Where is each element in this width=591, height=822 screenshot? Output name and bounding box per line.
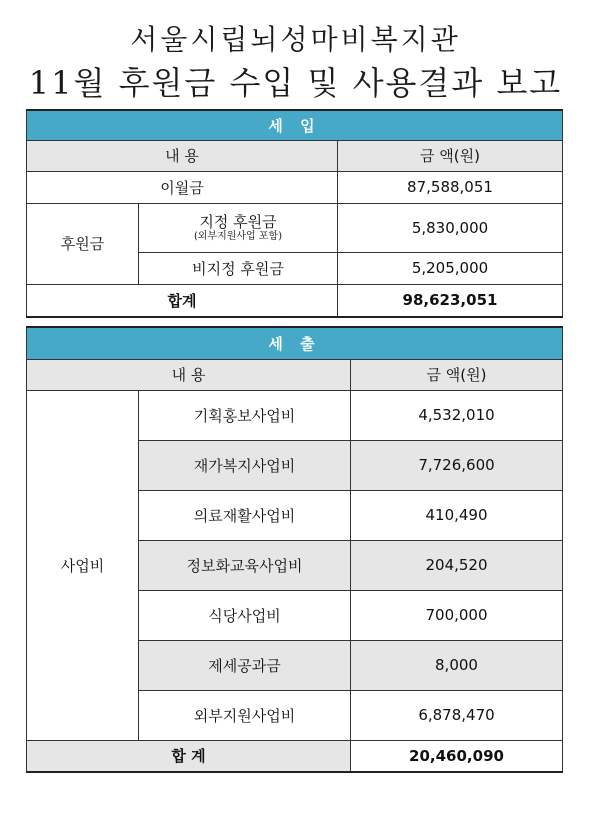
expense-header: 세 출 xyxy=(27,327,563,359)
expense-item-label: 의료재활사업비 xyxy=(139,490,351,540)
expense-total-amount: 20,460,090 xyxy=(351,740,563,772)
expense-total-label: 합 계 xyxy=(27,740,351,772)
designated-donation-note: (외부지원사업 포함) xyxy=(193,230,283,242)
carryover-label: 이월금 xyxy=(27,171,338,203)
expense-col-amount: 금 액(원) xyxy=(351,359,563,390)
income-col-content: 내 용 xyxy=(27,140,338,171)
income-table xyxy=(26,109,563,318)
expense-col-content: 내 용 xyxy=(27,359,351,390)
expense-item-amount: 6,878,470 xyxy=(351,690,563,740)
expense-item-label: 재가복지사업비 xyxy=(139,440,351,490)
expense-item-label: 기획홍보사업비 xyxy=(139,390,351,440)
expense-item-label: 정보화교육사업비 xyxy=(139,540,351,590)
income-total-amount: 98,623,051 xyxy=(338,284,563,317)
expense-table xyxy=(26,326,563,773)
expense-group-label: 사업비 xyxy=(27,390,139,740)
expense-item-label: 외부지원사업비 xyxy=(139,690,351,740)
expense-item-amount: 410,490 xyxy=(351,490,563,540)
expense-item-amount: 4,532,010 xyxy=(351,390,563,440)
report-title-main: 11월 후원금 수입 및 사용결과 보고 xyxy=(28,64,563,102)
expense-item-amount: 204,520 xyxy=(351,540,563,590)
expense-item-amount: 700,000 xyxy=(351,590,563,640)
designated-donation-label: 지정 후원금 xyxy=(199,212,277,231)
carryover-amount: 87,588,051 xyxy=(338,171,563,203)
undesignated-donation-amount: 5,205,000 xyxy=(338,252,563,284)
income-total-label: 합계 xyxy=(27,284,338,317)
designated-donation-amount: 5,830,000 xyxy=(338,203,563,252)
expense-item-amount: 8,000 xyxy=(351,640,563,690)
income-col-amount: 금 액(원) xyxy=(338,140,563,171)
report-title-org: 서울시립뇌성마비복지관 xyxy=(130,23,461,56)
income-header: 세 입 xyxy=(27,110,563,140)
expense-item-label: 제세공과금 xyxy=(139,640,351,690)
expense-item-label: 식당사업비 xyxy=(139,590,351,640)
donation-group-label: 후원금 xyxy=(27,203,139,284)
undesignated-donation-label: 비지정 후원금 xyxy=(139,252,338,284)
designated-donation-cell xyxy=(139,203,338,252)
expense-item-amount: 7,726,600 xyxy=(351,440,563,490)
